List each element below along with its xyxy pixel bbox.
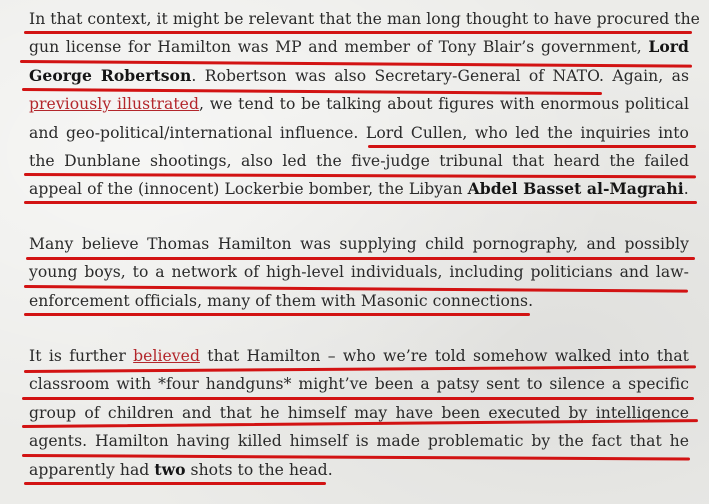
bold-name: two [154, 459, 186, 479]
text-segment: the Dunblane shootings, also led the five-judge tribunal that heard the failed [29, 151, 689, 170]
text-segment: agents. Hamilton having killed himself is made problematic by the fact that he [29, 432, 689, 451]
text-segment: Many believe Thomas Hamilton was supplying child pornography, and possibly [29, 235, 689, 253]
text-segment: shots to the head. [185, 460, 333, 479]
text-segment: . [683, 180, 689, 199]
paragraph-hamilton-network [29, 233, 689, 318]
text-segment: enforcement officials, many of them with Masonic connections. [29, 291, 534, 310]
text-segment: young boys, to a network of high-level individuals, including politicians and law- [29, 263, 689, 282]
annotation-underline [24, 482, 326, 485]
text-segment: . Robertson was also Secretary-General of NATO. Again, as [191, 66, 689, 85]
text-segment: It is further [29, 347, 134, 365]
inline-link[interactable]: previously illustrated [29, 95, 199, 114]
text-segment: group of children and that he himself may have been executed by intelligence [29, 403, 689, 422]
text-segment: appeal of the (innocent) Lockerbie bomber, the Libyan [29, 180, 468, 199]
inline-link[interactable]: believed [133, 347, 200, 365]
bold-name: George Robertson [29, 65, 192, 85]
annotation-underline [26, 257, 695, 260]
annotation-underline [368, 145, 696, 148]
annotation-underline [24, 201, 697, 204]
text-segment: classroom with *four handguns* might’ve been a patsy sent to silence a specific [29, 375, 689, 394]
text-segment: gun license for Hamilton was MP and member of Tony Blair’s government, [29, 38, 649, 57]
text-segment: In that context, it might be relevant that the man long thought to have procured the [29, 10, 700, 28]
annotation-underline [22, 397, 694, 400]
text-segment: apparently had [29, 460, 155, 479]
bold-name: Abdel Basset al-Magrahi [467, 179, 684, 199]
text-segment: , we tend to be talking about figures with enormous political [199, 95, 689, 114]
annotation-underline [24, 313, 530, 316]
text-line [29, 93, 689, 121]
text-segment: and geo-political/international influence. Lord Cullen, who led the inquiries into [29, 123, 689, 142]
bold-name: Lord [648, 37, 689, 57]
annotation-underline [24, 31, 692, 34]
text-segment: that Hamilton – who we’re told somehow walked into that [199, 347, 689, 365]
